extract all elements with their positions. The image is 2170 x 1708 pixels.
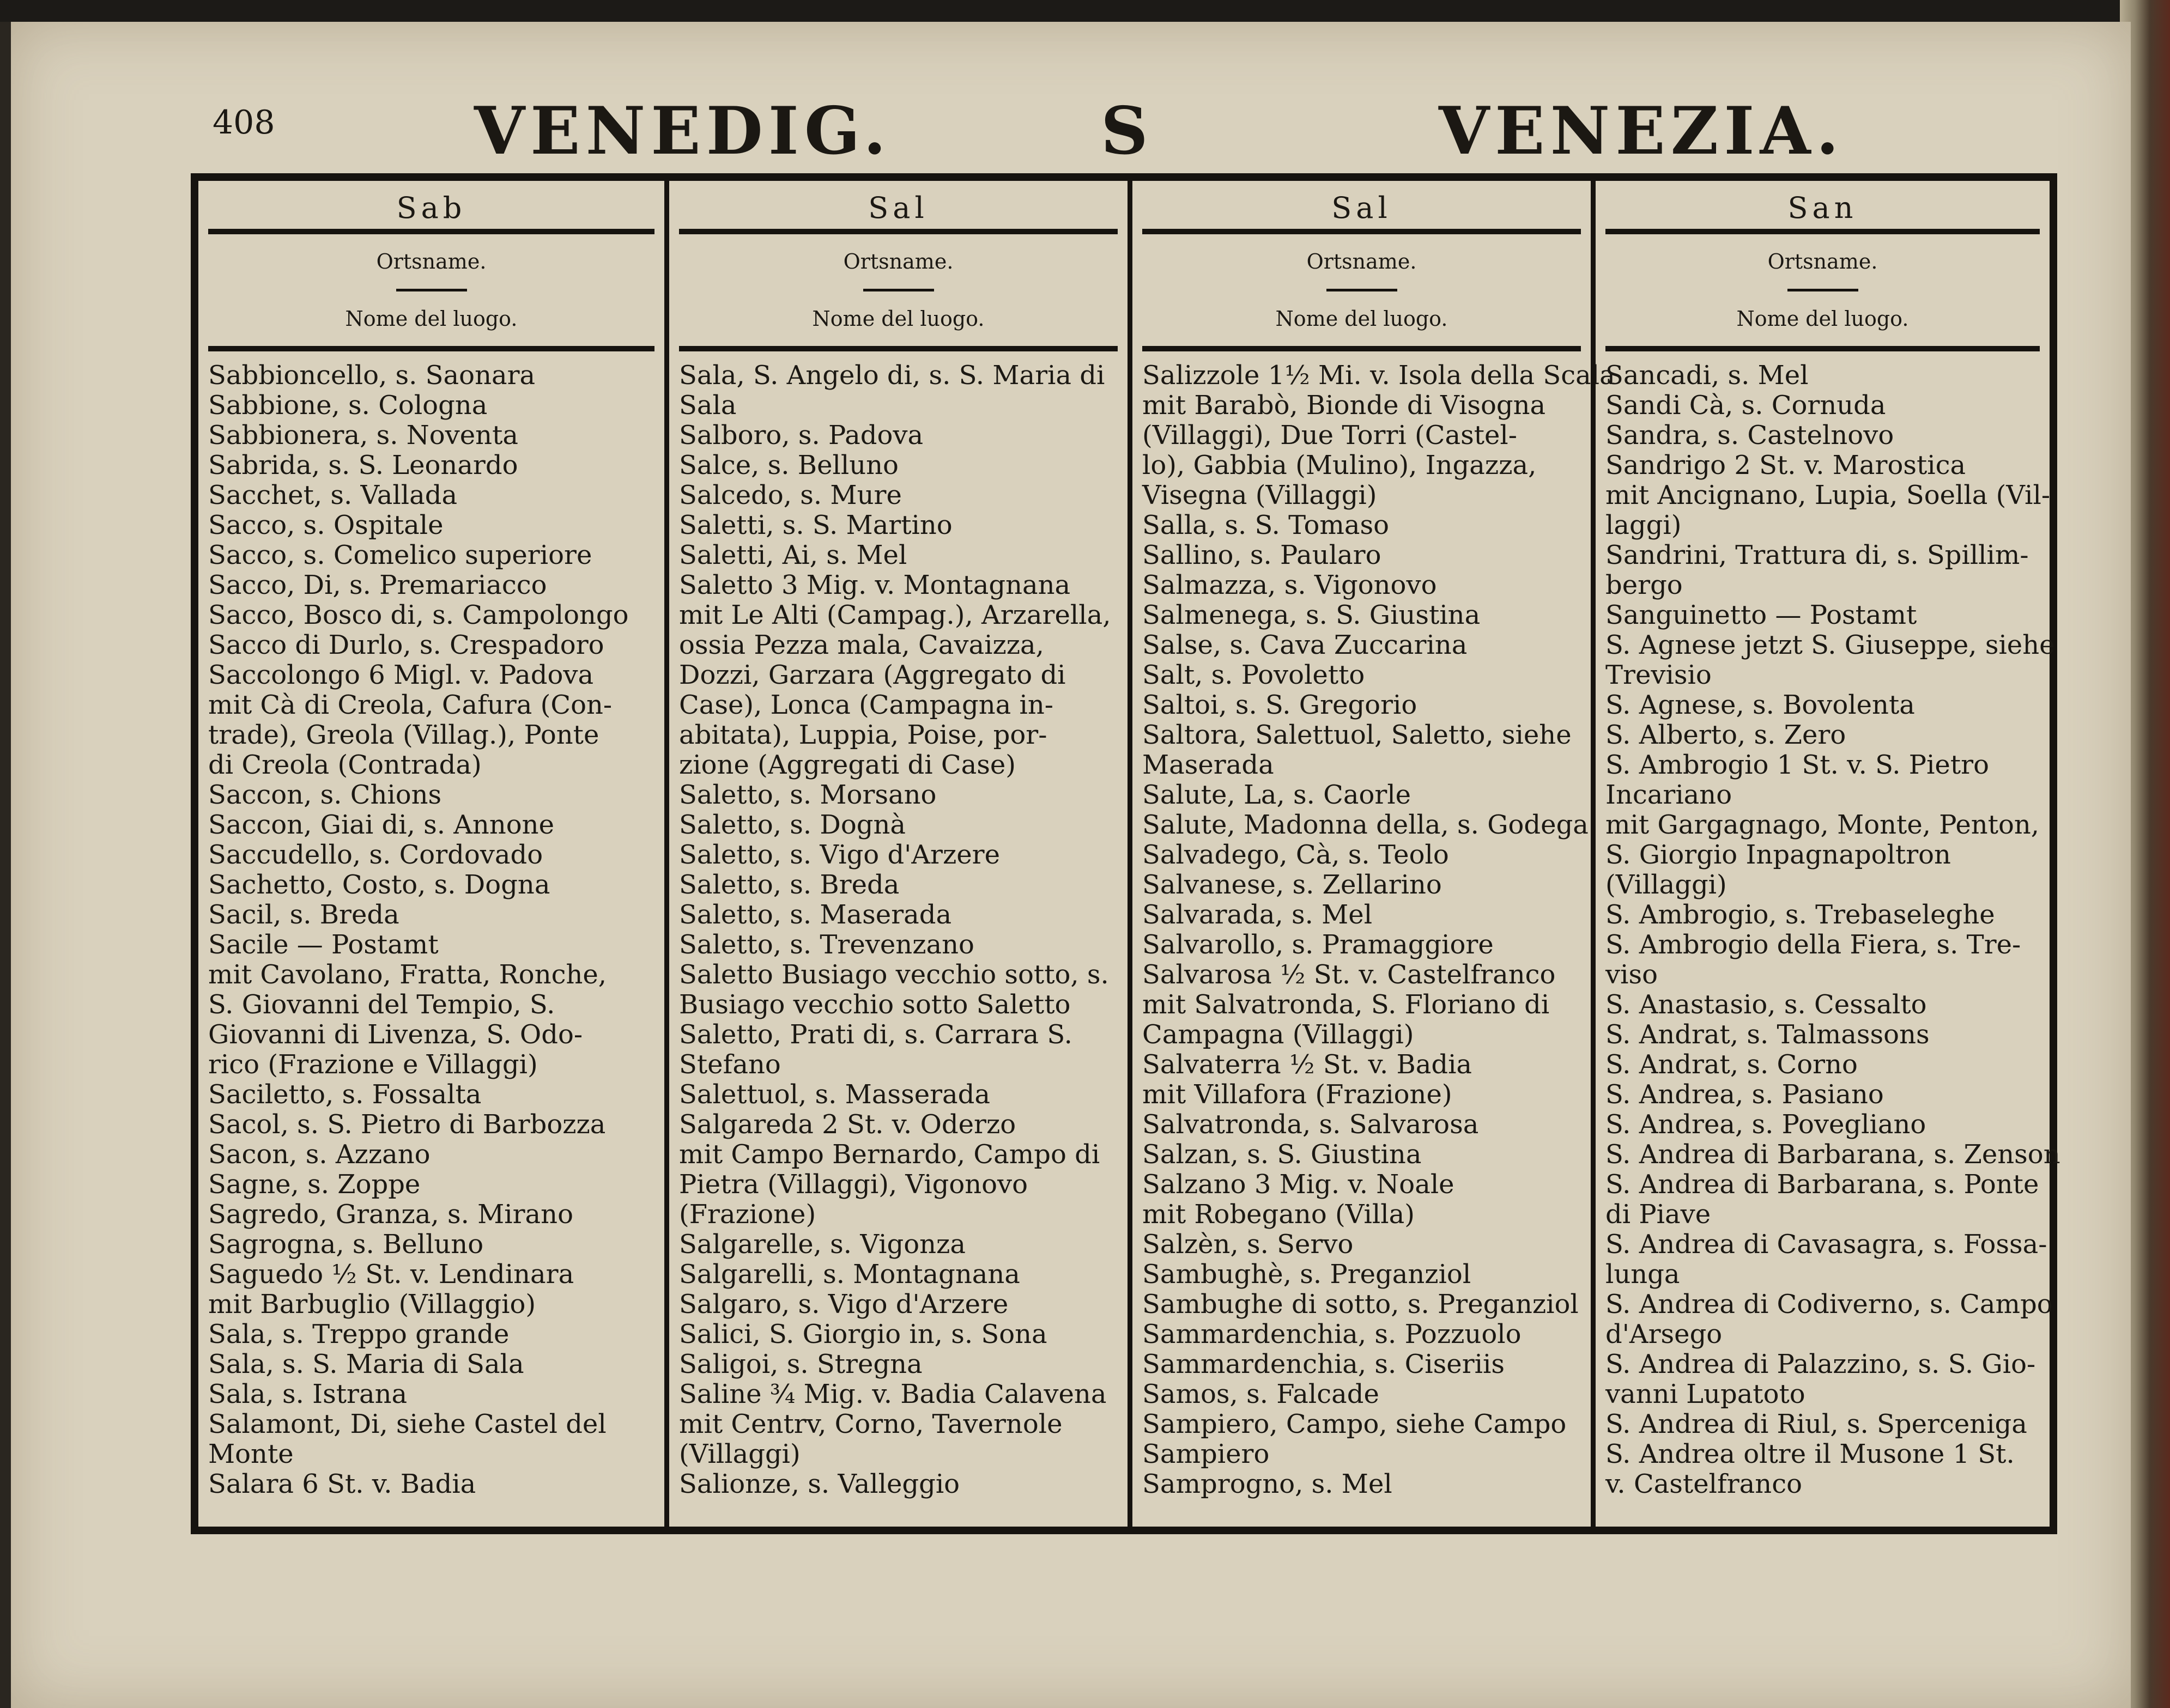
entry-line: S. Ambrogio della Fiera, s. Tre- <box>1605 929 2021 960</box>
entry-line: Saletto, s. Dognà <box>679 810 906 840</box>
entry-line: ossia Pezza mala, Cavaizza, <box>679 630 1044 660</box>
entry-line: S. Giorgio Inpagnapoltron <box>1605 840 1951 870</box>
entry-line: Salzèn, s. Servo <box>1142 1229 1354 1260</box>
label-ortsname: Ortsname. <box>376 250 487 273</box>
entry-line: S. Agnese, s. Bovolenta <box>1605 690 1915 720</box>
entry-line: S. Giovanni del Tempio, S. <box>208 989 555 1020</box>
entry-line: S. Alberto, s. Zero <box>1605 720 1846 750</box>
entry-line: Visegna (Villaggi) <box>1142 480 1377 510</box>
rule <box>679 346 1118 351</box>
entry-line: Saletto 3 Mig. v. Montagnana <box>679 570 1071 600</box>
entry-line: Saccudello, s. Cordovado <box>208 840 543 870</box>
label-ortsname: Ortsname. <box>1306 250 1417 273</box>
entry-line: Stefano <box>679 1049 781 1080</box>
label-nome: Nome del luogo. <box>1736 307 1909 331</box>
entry-line: Sallino, s. Paularo <box>1142 540 1381 570</box>
entry-line: Saguedo ½ St. v. Lendinara <box>208 1259 574 1290</box>
entry-line: Maserada <box>1142 750 1274 780</box>
entry-line: S. Andrea di Codiverno, s. Campo <box>1605 1289 2053 1320</box>
entry-line: Salettuol, s. Masserada <box>679 1079 991 1110</box>
entry-line: S. Andrea di Palazzino, s. S. Gio- <box>1605 1349 2036 1379</box>
entry-line: mit Cavolano, Fratta, Ronche, <box>208 959 607 990</box>
entry-line: Sammardenchia, s. Pozzuolo <box>1142 1319 1522 1350</box>
entry-line: Busiago vecchio sotto Saletto <box>679 989 1071 1020</box>
entry-line: Saligoi, s. Stregna <box>679 1349 923 1379</box>
entry-line: Salmenega, s. S. Giustina <box>1142 600 1481 630</box>
entry-line: Samos, s. Falcade <box>1142 1379 1379 1409</box>
entry-line: Sabbioncello, s. Saonara <box>208 360 536 391</box>
entry-line: S. Ambrogio 1 St. v. S. Pietro <box>1605 750 1989 780</box>
entry-line: Salionze, s. Valleggio <box>679 1469 960 1499</box>
entry-line: Saletti, Ai, s. Mel <box>679 540 907 570</box>
entry-list <box>208 361 659 1499</box>
entry-line: S. Andrea, s. Pasiano <box>1605 1079 1884 1110</box>
entry-line: laggi) <box>1605 510 1682 540</box>
entry-line: Salla, s. S. Tomaso <box>1142 510 1390 540</box>
entry-line: Incariano <box>1605 780 1732 810</box>
column-head: Sab <box>396 191 466 225</box>
entry-line: mit Cà di Creola, Cafura (Con- <box>208 690 613 720</box>
entry-line: Salzano 3 Mig. v. Noale <box>1142 1169 1454 1200</box>
entry-line: mit Campo Bernardo, Campo di <box>679 1139 1100 1170</box>
entry-line: Salvarosa ½ St. v. Castelfranco <box>1142 959 1556 990</box>
entry-line: Sala, S. Angelo di, s. S. Maria di <box>679 360 1105 391</box>
rule <box>1142 346 1581 351</box>
entry-line: mit Robegano (Villa) <box>1142 1199 1415 1230</box>
entry-line: Salgarelle, s. Vigonza <box>679 1229 966 1260</box>
entry-line: di Creola (Contrada) <box>208 750 482 780</box>
entry-line: Saciletto, s. Fossalta <box>208 1079 482 1110</box>
entry-line: Salvarollo, s. Pramaggiore <box>1142 929 1494 960</box>
rule <box>208 229 654 234</box>
entry-line: Salgareda 2 St. v. Oderzo <box>679 1109 1016 1140</box>
entry-line: Sabbione, s. Cologna <box>208 390 488 421</box>
entry-line: Sanguinetto — Postamt <box>1605 600 1917 630</box>
entry-line: Sabbionera, s. Noventa <box>208 420 518 451</box>
entry-line: Salzan, s. S. Giustina <box>1142 1139 1422 1170</box>
entry-line: Salgarelli, s. Montagnana <box>679 1259 1020 1290</box>
entry-line: mit Centrv, Corno, Tavernole <box>679 1409 1063 1439</box>
entry-line: Saltoi, s. S. Gregorio <box>1142 690 1417 720</box>
entry-line: Sammardenchia, s. Ciseriis <box>1142 1349 1505 1379</box>
column-4 <box>1591 181 2060 1527</box>
entry-line: Sancadi, s. Mel <box>1605 360 1809 391</box>
entry-line: S. Andrea di Barbarana, s. Zenson <box>1605 1139 2060 1170</box>
entry-line: (Frazione) <box>679 1199 816 1230</box>
entry-line: Salvanese, s. Zellarino <box>1142 870 1442 900</box>
entry-line: Salce, s. Belluno <box>679 450 899 481</box>
entry-line: Saletto, s. Maserada <box>679 899 952 930</box>
entry-line: Pietra (Villaggi), Vigonovo <box>679 1169 1028 1200</box>
entry-line: Dozzi, Garzara (Aggregato di <box>679 660 1066 690</box>
rule <box>1142 229 1581 234</box>
entry-line: Salvaterra ½ St. v. Badia <box>1142 1049 1472 1080</box>
entry-line: Sagredo, Granza, s. Mirano <box>208 1199 573 1230</box>
entry-line: Saletto, s. Vigo d'Arzere <box>679 840 1001 870</box>
entry-line: Sala, s. Istrana <box>208 1379 408 1409</box>
entry-line: S. Andrea, s. Povegliano <box>1605 1109 1926 1140</box>
entry-line: S. Andrea di Riul, s. Sperceniga <box>1605 1409 2027 1439</box>
column-3 <box>1128 181 1615 1527</box>
entry-line: bergo <box>1605 570 1683 600</box>
entry-line: zione (Aggregati di Case) <box>679 750 1016 780</box>
entry-line: Saletto, s. Breda <box>679 870 900 900</box>
entry-line: Salvatronda, s. Salvarosa <box>1142 1109 1479 1140</box>
entry-list <box>1605 360 2060 1499</box>
entry-list <box>679 361 1122 1499</box>
entry-line: Monte <box>208 1439 294 1469</box>
entry-line: Saletti, s. S. Martino <box>679 510 953 540</box>
rule <box>1605 346 2040 351</box>
entry-line: Sacco, Bosco di, s. Campolongo <box>208 600 629 630</box>
entry-line: lo), Gabbia (Mulino), Ingazza, <box>1142 450 1537 481</box>
entry-line: S. Ambrogio, s. Trebaseleghe <box>1605 899 1995 930</box>
entry-line: Saccon, s. Chions <box>208 780 442 810</box>
entry-line: Sandi Cà, s. Cornuda <box>1605 390 1886 421</box>
entry-line: d'Arsego <box>1605 1319 1723 1350</box>
entry-line: mit Barbuglio (Villaggio) <box>208 1289 536 1320</box>
entry-line: trade), Greola (Villag.), Ponte <box>208 720 599 750</box>
entry-line: Salt, s. Povoletto <box>1142 660 1365 690</box>
entry-line: Giovanni di Livenza, S. Odo- <box>208 1019 583 1050</box>
entry-line: Sagne, s. Zoppe <box>208 1169 421 1200</box>
gazetteer-table <box>191 173 2060 1534</box>
entry-line: Case), Lonca (Campagna in- <box>679 690 1053 720</box>
entry-line: S. Agnese jetzt S. Giuseppe, siehe <box>1605 630 2055 660</box>
entry-line: di Piave <box>1605 1199 1711 1230</box>
column-head: San <box>1787 191 1858 225</box>
entry-line: Salvarada, s. Mel <box>1142 899 1373 930</box>
label-ortsname: Ortsname. <box>843 250 954 273</box>
book-top-edge <box>0 0 2170 22</box>
entry-line: Salizzole 1½ Mi. v. Isola della Scala <box>1142 360 1615 391</box>
entry-line: Sacco, Di, s. Premariacco <box>208 570 547 600</box>
entry-line: Saccon, Giai di, s. Annone <box>208 810 554 840</box>
entry-line: (Villaggi) <box>679 1439 801 1469</box>
entry-line: Samprogno, s. Mel <box>1142 1469 1392 1499</box>
entry-line: viso <box>1605 959 1658 990</box>
column-head: Sal <box>1331 191 1392 225</box>
entry-line: Salmazza, s. Vigonovo <box>1142 570 1437 600</box>
entry-line: Saletto, Prati di, s. Carrara S. <box>679 1019 1072 1050</box>
entry-line: Saline ¾ Mig. v. Badia Calavena <box>679 1379 1107 1409</box>
header-left-title: VENEDIG. <box>474 93 892 169</box>
entry-line: Sandra, s. Castelnovo <box>1605 420 1894 451</box>
entry-line: Saccolongo 6 Migl. v. Padova <box>208 660 594 690</box>
entry-line: Sagrogna, s. Belluno <box>208 1229 484 1260</box>
entry-line: Sampiero, Campo, siehe Campo <box>1142 1409 1567 1439</box>
entry-line: S. Andrea di Cavasagra, s. Fossa- <box>1605 1229 2047 1260</box>
rule <box>679 229 1118 234</box>
entry-line: Salse, s. Cava Zuccarina <box>1142 630 1468 660</box>
entry-line: Sala, s. Treppo grande <box>208 1319 510 1350</box>
entry-list <box>1142 360 1615 1499</box>
label-nome: Nome del luogo. <box>812 307 985 331</box>
column-2 <box>664 181 1128 1527</box>
entry-line: Sacil, s. Breda <box>208 899 399 930</box>
entry-line: S. Andrea oltre il Musone 1 St. <box>1605 1439 2015 1469</box>
column-1 <box>198 181 664 1527</box>
entry-line: Salgaro, s. Vigo d'Arzere <box>679 1289 1009 1320</box>
header-right-title: VENEZIA. <box>1439 93 1845 169</box>
entry-line: mit Ancignano, Lupia, Soella (Vil- <box>1605 480 2051 510</box>
entry-line: rico (Frazione e Villaggi) <box>208 1049 538 1080</box>
entry-line: Sabrida, s. S. Leonardo <box>208 450 518 481</box>
label-nome: Nome del luogo. <box>1275 307 1448 331</box>
entry-line: vanni Lupatoto <box>1605 1379 1805 1409</box>
entry-line: Salici, S. Giorgio in, s. Sona <box>679 1319 1047 1350</box>
entry-line: mit Barabò, Bionde di Visogna <box>1142 390 1546 421</box>
entry-line: Sachetto, Costo, s. Dogna <box>208 870 550 900</box>
entry-line: (Villaggi), Due Torri (Castel- <box>1142 420 1517 451</box>
entry-line: Sala <box>679 390 737 421</box>
page-number: 408 <box>213 104 275 142</box>
entry-line: Sambughe di sotto, s. Preganziol <box>1142 1289 1579 1320</box>
entry-line: Sacon, s. Azzano <box>208 1139 431 1170</box>
entry-line: lunga <box>1605 1259 1680 1290</box>
entry-line: Salute, Madonna della, s. Godega <box>1142 810 1589 840</box>
entry-line: Saletto, s. Trevenzano <box>679 929 974 960</box>
entry-line: Salamont, Di, siehe Castel del <box>208 1409 607 1439</box>
entry-line: Sala, s. S. Maria di Sala <box>208 1349 524 1379</box>
entry-line: mit Salvatronda, S. Floriano di <box>1142 989 1550 1020</box>
entry-line: Sambughè, s. Preganziol <box>1142 1259 1471 1290</box>
entry-line: Salboro, s. Padova <box>679 420 924 451</box>
entry-line: Sandrigo 2 St. v. Marostica <box>1605 450 1966 481</box>
column-head: Sal <box>868 191 929 225</box>
entry-line: Salvadego, Cà, s. Teolo <box>1142 840 1449 870</box>
entry-line: Saltora, Salettuol, Saletto, siehe <box>1142 720 1572 750</box>
entry-line: abitata), Luppia, Poise, por- <box>679 720 1047 750</box>
entry-line: Salara 6 St. v. Badia <box>208 1469 476 1499</box>
entry-line: Sacco, s. Ospitale <box>208 510 444 540</box>
entry-line: S. Andrea di Barbarana, s. Ponte <box>1605 1169 2039 1200</box>
entry-line: S. Anastasio, s. Cessalto <box>1605 989 1927 1020</box>
entry-line: Sacchet, s. Vallada <box>208 480 458 510</box>
entry-line: Trevisio <box>1605 660 1712 690</box>
entry-line: Campagna (Villaggi) <box>1142 1019 1414 1050</box>
entry-line: Sacco, s. Comelico superiore <box>208 540 592 570</box>
entry-line: mit Gargagnago, Monte, Penton, <box>1605 810 2040 840</box>
entry-line: Sacol, s. S. Pietro di Barbozza <box>208 1109 606 1140</box>
entry-line: Saletto, s. Morsano <box>679 780 937 810</box>
header-letter: S <box>1101 93 1154 169</box>
entry-line: Salute, La, s. Caorle <box>1142 780 1411 810</box>
entry-line: mit Villafora (Frazione) <box>1142 1079 1452 1110</box>
entry-line: Sandrini, Trattura di, s. Spillim- <box>1605 540 2029 570</box>
entry-line: mit Le Alti (Campag.), Arzarella, <box>679 600 1111 630</box>
entry-line: v. Castelfranco <box>1605 1469 1802 1499</box>
label-ortsname: Ortsname. <box>1767 250 1878 273</box>
rule <box>1605 229 2040 234</box>
entry-line: S. Andrat, s. Corno <box>1605 1049 1858 1080</box>
entry-line: Sacco di Durlo, s. Crespadoro <box>208 630 604 660</box>
rule <box>208 346 654 351</box>
entry-line: Sacile — Postamt <box>208 929 439 960</box>
entry-line: S. Andrat, s. Talmassons <box>1605 1019 1930 1050</box>
entry-line: Saletto Busiago vecchio sotto, s. <box>679 959 1109 990</box>
entry-line: Sampiero <box>1142 1439 1270 1469</box>
entry-line: Salcedo, s. Mure <box>679 480 902 510</box>
entry-line: (Villaggi) <box>1605 870 1727 900</box>
label-nome: Nome del luogo. <box>345 307 518 331</box>
